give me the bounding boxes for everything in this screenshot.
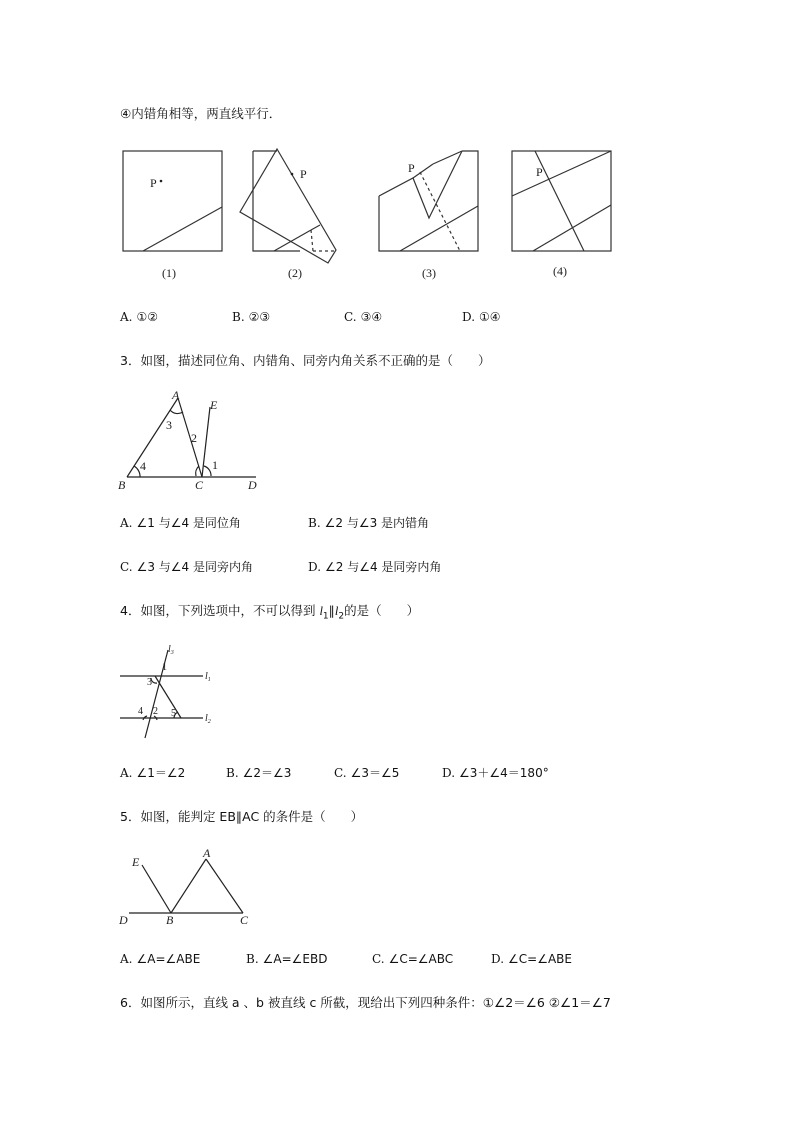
q3-label-3: 3 <box>166 418 172 432</box>
q5-option-d: D. ∠C=∠ABE <box>491 952 572 966</box>
intro-line: ④内错角相等，两直线平行． <box>120 106 282 121</box>
q2-option-a: A. ①② <box>120 310 158 324</box>
q2-option-d: D. ①④ <box>462 310 501 324</box>
q3-option-c: C. ∠3 与∠4 是同旁内角 <box>120 560 253 574</box>
q5-option-c: C. ∠C=∠ABC <box>372 952 454 966</box>
q4-label-5: 5 <box>171 708 176 719</box>
q3-option-a: A. ∠1 与∠4 是同位角 <box>120 516 241 530</box>
q3-label-2: 2 <box>191 431 197 445</box>
q4-label-l3 <box>168 644 174 656</box>
q3-label-c: C <box>195 478 204 492</box>
q5-label-e: E <box>132 855 140 869</box>
q4-label-l1-l: l <box>205 671 208 682</box>
fold-point-p2: P <box>300 167 307 181</box>
q5-label-c: C <box>240 913 249 927</box>
q3-option-d: D. ∠2 与∠4 是同旁内角 <box>308 560 442 574</box>
q3-label-4: 4 <box>140 459 146 473</box>
q2-option-b: B. ②③ <box>232 310 271 324</box>
q3-label-b: B <box>118 478 126 492</box>
q4-stem: 4．如图，下列选项中，不可以得到 $l_1\parallel l_2$的是（ ） <box>120 603 420 622</box>
q4-option-c: C. ∠3＝∠5 <box>334 766 400 780</box>
q4-label-2: 2 <box>153 706 158 717</box>
q4-figure <box>0 640 794 740</box>
q4-label-l2-sub: 2 <box>207 719 211 725</box>
q4-label-l3-sub: 3 <box>170 650 174 656</box>
q4-label-l2 <box>205 713 211 725</box>
fold-label-2: (2) <box>288 266 302 280</box>
q3-label-1: 1 <box>212 458 218 472</box>
q5-option-a: A. ∠A=∠ABE <box>120 952 201 966</box>
q4-label-l3-l: l <box>168 644 171 655</box>
q4-option-b: B. ∠2＝∠3 <box>226 766 292 780</box>
fold-point-p4: P <box>536 165 543 179</box>
q3-figure <box>0 385 794 495</box>
q4-label-1: 1 <box>162 662 167 673</box>
fold-point-p1: P <box>150 176 157 190</box>
q3-label-a: A <box>172 388 180 402</box>
q5-stem: 5．如图，能判定 EB∥AC 的条件是（ ） <box>120 809 364 824</box>
q4-label-l1 <box>205 671 211 683</box>
q3-label-d: D <box>248 478 257 492</box>
q5-label-d: D <box>119 913 128 927</box>
q4-label-l2-l: l <box>205 713 208 724</box>
q6-stem: 6．如图所示，直线 a 、b 被直线 c 所截，现给出下列四种条件：①∠2＝∠6 ②∠1＝∠7 <box>120 995 611 1010</box>
q4-label-4: 4 <box>138 706 143 717</box>
q3-label-e: E <box>210 398 218 412</box>
q5-figure <box>0 843 794 933</box>
fold-point-p3: P <box>408 161 415 175</box>
q3-option-b: B. ∠2 与∠3 是内错角 <box>308 516 430 530</box>
q5-label-b: B <box>166 913 174 927</box>
q4-label-l1-sub: 1 <box>207 677 211 683</box>
q5-label-a: A <box>203 846 211 860</box>
q4-label-3: 3 <box>147 677 152 688</box>
fold-label-4: (4) <box>553 264 567 278</box>
fold-label-3: (3) <box>422 266 436 280</box>
q4-option-a: A. ∠1＝∠2 <box>120 766 186 780</box>
fold-label-1: (1) <box>162 266 176 280</box>
q3-stem: 3．如图，描述同位角、内错角、同旁内角关系不正确的是（ ） <box>120 353 491 368</box>
q4-option-d: D. ∠3＋∠4＝180° <box>442 766 549 780</box>
q5-option-b: B. ∠A=∠EBD <box>246 952 328 966</box>
q2-option-c: C. ③④ <box>344 310 383 324</box>
